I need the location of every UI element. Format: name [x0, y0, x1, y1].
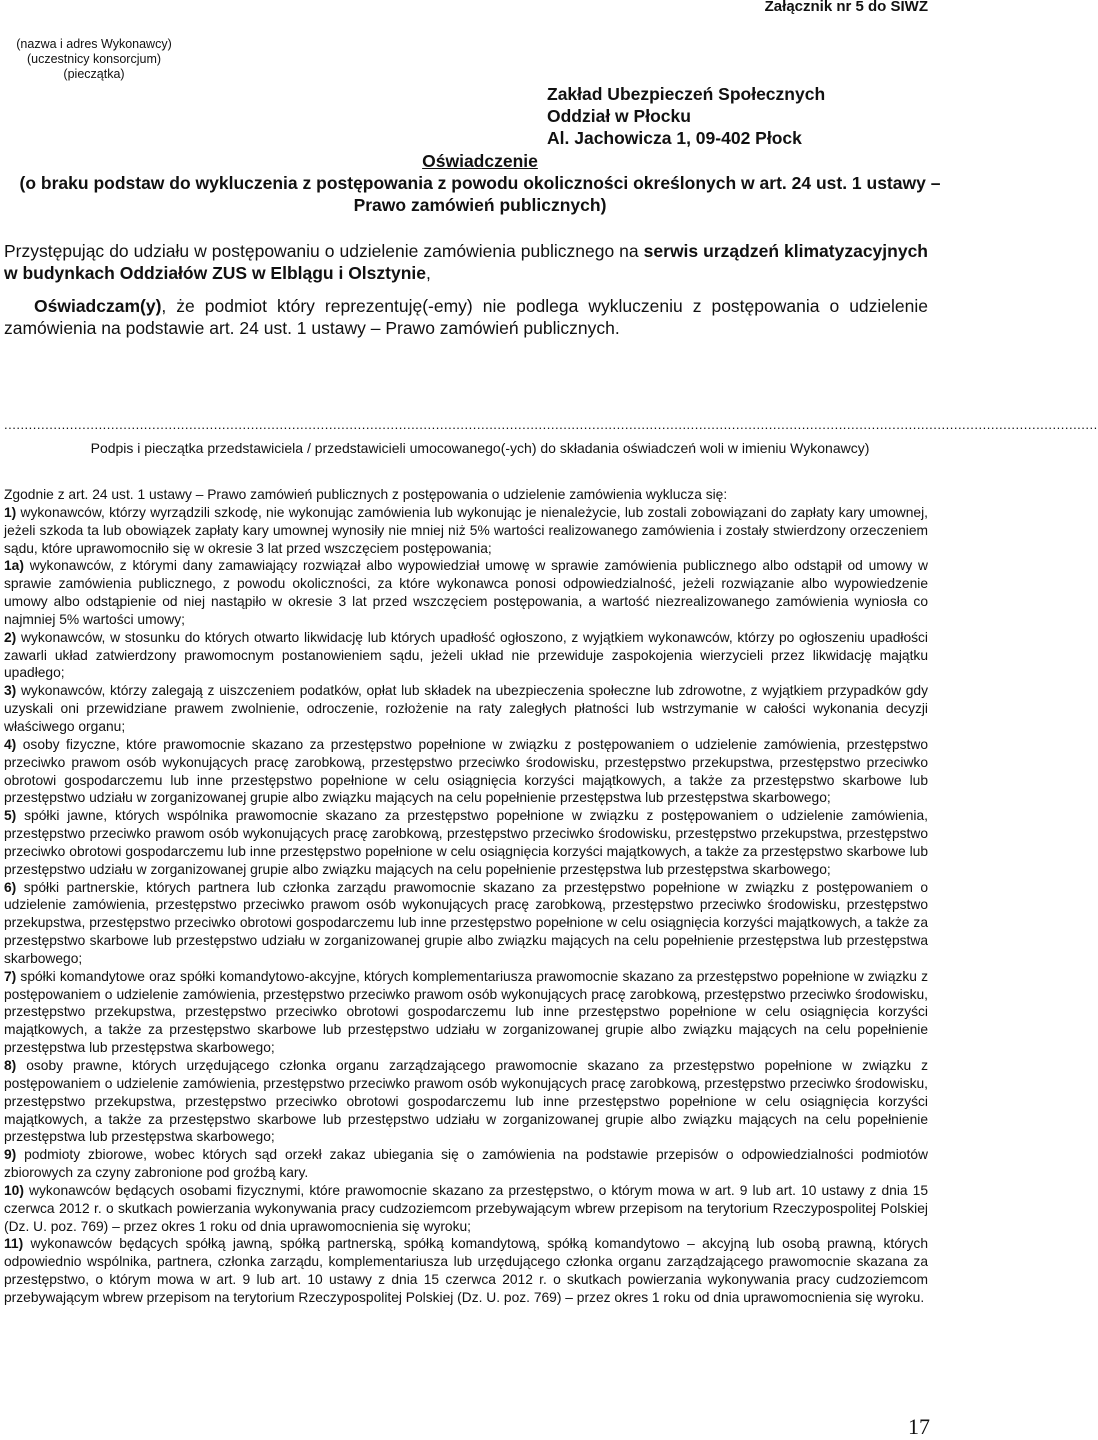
- legal-item-text: osoby prawne, których urzędującego członka organu zarządzającego prawomocnie skazano za przestępstwo popełnione w związku z postępowaniem o udzielenie zamówienia, przestępstwo przeciwko prawom osób wykonujących pracę zarobkową, przestępstwo przeciwko środowisku, przestępstwo przekupstwa, przestępstwo przeciwko obrotowi gospodarczemu lub inne przestępstwo popełnione w celu osiągnięcia korzyści majątkowych, a także za przestępstwo skarbowe lub przestępstwo udziału w zorganizowanej grupie albo związku mających na celu popełnienie przestępstwa lub przestępstwa skarbowego;: [4, 1058, 928, 1145]
- recipient-street: Al. Jachowicza 1, 09-402 Płock: [547, 128, 802, 148]
- legal-item: [4, 1057, 928, 1146]
- legal-notice: [4, 486, 928, 1307]
- declaration-paragraph: [4, 295, 928, 339]
- legal-item: [4, 1146, 928, 1182]
- legal-intro: Zgodnie z art. 24 ust. 1 ustawy – Prawo zamówień publicznych z postępowania o udzielenie zamówienia wyklucza się:: [4, 487, 728, 502]
- legal-item-number: 10): [4, 1182, 24, 1198]
- legal-item: [4, 1235, 928, 1306]
- legal-item: [4, 557, 928, 628]
- legal-item: [4, 1182, 928, 1236]
- declaration-text: , że podmiot który reprezentuję(-emy) nie podlega wykluczeniu z postępowania o udzielenie zamówienia na podstawie art. 24 ust. 1 ustawy – Prawo zamówień publicznych.: [4, 296, 928, 338]
- annex-label: Załącznik nr 5 do SIWZ: [764, 0, 928, 15]
- legal-item: [4, 629, 928, 683]
- legal-item: [4, 504, 928, 558]
- document-heading: [0, 150, 960, 216]
- legal-item-number: 2): [4, 629, 17, 645]
- legal-item-number: 8): [4, 1058, 17, 1073]
- consortium-members-label: (uczestnicy konsorcjum): [26, 52, 162, 66]
- intro-suffix: ,: [426, 263, 431, 283]
- recipient-address: [547, 83, 825, 149]
- legal-item: [4, 682, 928, 736]
- legal-item-number: 6): [4, 879, 17, 895]
- contractor-name-address-label: (nazwa i adres Wykonawcy): [16, 37, 172, 51]
- legal-item-text: spółki partnerskie, których partnera lub członka zarządu prawomocnie skazano za przestępstwo popełnione w związku z postępowaniem o udzielenie zamówienia, przestępstwo przeciwko prawom osób wykonujących pracę zarobkową, przestępstwo przeciwko środowisku, przestępstwo przekupstwa, przestępstwo przeciwko obrotowi gospodarczemu lub inne przestępstwo popełnione w celu osiągnięcia korzyści majątkowych, a także za przestępstwo skarbowe lub przestępstwo udziału w zorganizowanej grupie albo związku mających na celu popełnienie przestępstwa lub przestępstwa skarbowego;: [4, 879, 928, 966]
- legal-item-number: 1a): [4, 558, 24, 574]
- intro-paragraph: [4, 240, 928, 284]
- legal-item-text: wykonawców będących osobami fizycznymi, które prawomocnie skazano za przestępstwo, o którym mowa w art. 9 lub art. 10 ustawy z dnia 15 czerwca 2012 r. o skutkach powierzania wykonywania pracy cudzoziemcom przebywającym wbrew przepisom na terytorium Rzeczypospolitej Polskiej (Dz. U. poz. 769) – przez okres 1 roku od dnia uprawomocnienia się wyroku;: [4, 1182, 928, 1234]
- legal-item-text: spółki jawne, których wspólnika prawomocnie skazano za przestępstwo popełnione w związku z postępowaniem o udzielenie zamówienia, przestępstwo przeciwko prawom osób wykonujących pracę zarobkową, przestępstwo przeciwko środowisku, przestępstwo przekupstwa, przestępstwo przeciwko obrotowi gospodarczemu lub inne przestępstwo popełnione w celu osiągnięcia korzyści majątkowych, a także za przestępstwo skarbowe lub przestępstwo udziału w zorganizowanej grupie albo związku mających na celu popełnienie przestępstwa lub przestępstwa skarbowego;: [4, 808, 928, 877]
- legal-item: [4, 736, 928, 807]
- legal-item-text: wykonawców, z którymi dany zamawiający rozwiązał albo wypowiedział umowę w sprawie zamówienia publicznego albo odstąpił od umowy w sprawie zamówienia publicznego, z powodu okoliczności, za które wykonawca ponosi odpowiedzialność, jeżeli rozwiązanie albo wypowiedzenie umowy albo odstąpienie od niej nastąpiło w okresie 3 lat przed wszczęciem postępowania, a wartość niezrealizowanego zamówienia wyniosła co najmniej 5% wartości umowy;: [4, 558, 928, 627]
- recipient-name: Zakład Ubezpieczeń Społecznych: [547, 84, 826, 104]
- legal-item-text: wykonawców, którzy zalegają z uiszczeniem podatków, opłat lub składek na ubezpieczenia społeczne lub zdrowotne, z wyjątkiem przypadków gdy uzyskali oni przewidziane prawem zwolnienie, odroczenie, rozłożenie na raty zaległych płatności lub wstrzymanie w całości wykonania decyzji właściwego organu;: [4, 683, 928, 734]
- legal-item-number: 9): [4, 1147, 17, 1163]
- document-title: Oświadczenie: [422, 151, 538, 171]
- legal-item-number: 3): [4, 683, 17, 699]
- contractor-placeholder: [4, 37, 184, 82]
- legal-item-number: 4): [4, 736, 17, 752]
- page-number: 17: [908, 1414, 930, 1439]
- legal-item-number: 7): [4, 968, 17, 984]
- legal-item-number: 1): [4, 504, 17, 520]
- intro-text: Przystępując do udziału w postępowaniu o udzielenie zamówienia publicznego na: [4, 241, 644, 261]
- signature-line: ..........................................................................................................................................................................................................................................................................: [4, 417, 1098, 432]
- legal-item-text: osoby fizyczne, które prawomocnie skazano za przestępstwo popełnione w związku z postępowaniem o udzielenie zamówienia, przestępstwo przeciwko prawom osób wykonujących pracę zarobkową, przestępstwo przeciwko środowisku, przestępstwo przekupstwa, przestępstwo przeciwko obrotowi gospodarczemu lub inne przestępstwo popełnione w celu osiągnięcia korzyści majątkowych, a także za przestępstwo skarbowe lub przestępstwo udziału w zorganizowanej grupie albo związku mających na celu popełnienie przestępstwa lub przestępstwa skarbowego;: [4, 736, 928, 806]
- signature-caption: Podpis i pieczątka przedstawiciela / przedstawicieli umocowanego(-ych) do składania oświadczeń woli w imieniu Wykonawcy): [90, 440, 870, 456]
- legal-item-text: spółki komandytowe oraz spółki komandytowo-akcyjne, których komplementariusza prawomocnie skazano za przestępstwo popełnione w związku z postępowaniem o udzielenie zamówienia, przestępstwo przeciwko prawom osób wykonujących pracę zarobkową, przestępstwo przeciwko środowisku, przestępstwo przekupstwa, przestępstwo przeciwko obrotowi gospodarczemu lub inne przestępstwo popełnione w celu osiągnięcia korzyści majątkowych, a także za przestępstwo skarbowe lub przestępstwo udziału w zorganizowanej grupie albo związku mających na celu popełnienie przestępstwa lub przestępstwa skarbowego;: [4, 968, 928, 1056]
- legal-item-number: 5): [4, 808, 17, 824]
- legal-item-number: 11): [4, 1236, 24, 1252]
- legal-item-text: wykonawców, w stosunku do których otwarto likwidację lub których upadłość ogłoszono, z wyjątkiem wykonawców, którzy po ogłoszeniu upadłości zawarli układ zatwierdzony prawomocnym postanowieniem sądu, jeżeli układ nie przewiduje zaspokojenia wierzycieli przez likwidację majątku upadłego;: [4, 629, 928, 681]
- legal-item-text: wykonawców będących spółką jawną, spółką partnerską, spółką komandytową, spółką komandytowo – akcyjną lub osobą prawną, których odpowiednio wspólnika, partnera, członka zarządu, komplementariusza lub urzędującego członka organu zarządzającego prawomocnie skazana za przestępstwo, o którym mowa w art. 9 lub art. 10 ustawy z dnia 15 czerwca 2012 r. o skutkach powierzania wykonywania pracy cudzoziemcom przebywającym wbrew przepisom na terytorium Rzeczypospolitej Polskiej (Dz. U. poz. 769) – przez okres 1 roku od dnia uprawomocnienia się wyroku.: [4, 1236, 928, 1305]
- legal-item: [4, 968, 928, 1057]
- stamp-label: (pieczątka): [63, 67, 125, 81]
- legal-item-text: wykonawców, którzy wyrządzili szkodę, nie wykonując zamówienia lub wykonując je nienależycie, lub zostali zobowiązani do zapłaty kary umownej, jeżeli szkoda ta lub obowiązek zapłaty kary umownej wynosiły nie mniej niż 5% wartości realizowanego zamówienia i zostały stwierdzony orzeczeniem sądu, które uprawomocniło się w okresie 3 lat przed wszczęciem postępowania;: [4, 504, 928, 556]
- legal-item-text: podmioty zbiorowe, wobec których sąd orzekł zakaz ubiegania się o zamówienia na podstawie przepisów o odpowiedzialności podmiotów zbiorowych za czyny zabronione pod groźbą kary.: [4, 1147, 928, 1181]
- recipient-branch: Oddział w Płocku: [547, 106, 691, 126]
- order-subject: serwis urządzeń klimatyzacyjnych w budynkach Oddziałów ZUS w Elblągu i Olsztynie: [4, 241, 928, 283]
- declaration-lead: Oświadczam(y): [34, 296, 162, 316]
- legal-item: [4, 879, 928, 968]
- legal-item: [4, 807, 928, 878]
- document-subtitle: (o braku podstaw do wykluczenia z postępowania z powodu okoliczności określonych w art. 24 ust. 1 ustawy – Prawo zamówień publicznych): [19, 173, 941, 215]
